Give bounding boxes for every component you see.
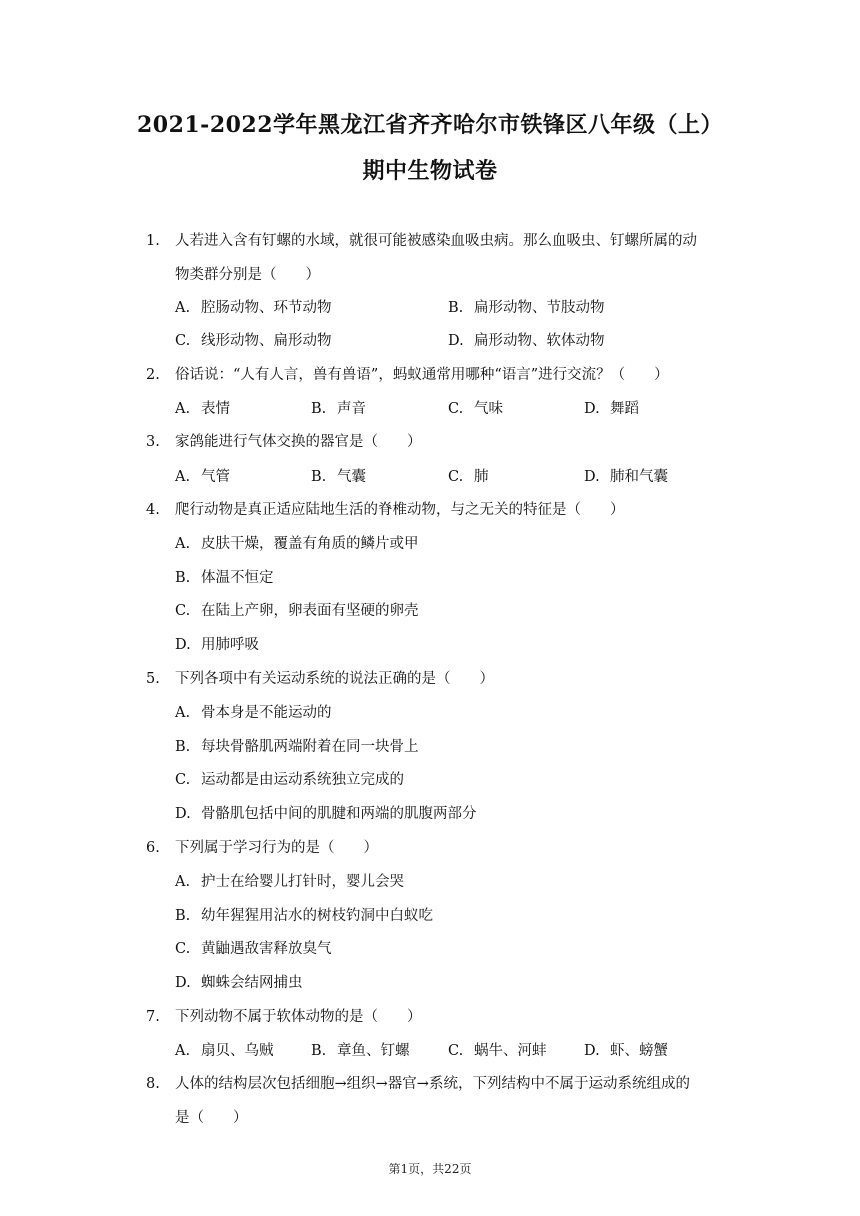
- question-number: 6.: [146, 840, 160, 856]
- option-d[interactable]: [584, 1041, 668, 1061]
- option-label: C.: [175, 941, 191, 957]
- question-number: 1.: [146, 233, 160, 249]
- option-text: 骨骼肌包括中间的肌腱和两端的肌腹两部分: [201, 806, 477, 822]
- option-label: C.: [175, 603, 191, 619]
- option-label: D.: [175, 975, 191, 991]
- option-text: 声音: [337, 401, 366, 417]
- question-stem-line: 下列属于学习行为的是（ ）: [175, 840, 378, 856]
- option-d[interactable]: [584, 399, 639, 419]
- option-text: 章鱼、钉螺: [337, 1043, 410, 1059]
- question-stem-line: 物类群分别是（ ）: [175, 267, 320, 283]
- option-label: A.: [175, 469, 191, 485]
- question-stem-line: 是（ ）: [175, 1110, 248, 1126]
- option-label: D.: [584, 1043, 600, 1059]
- option-c[interactable]: [175, 331, 332, 351]
- option-text: 腔肠动物、环节动物: [201, 300, 332, 316]
- option-b[interactable]: [311, 467, 366, 487]
- option-text: 肺和气囊: [610, 469, 668, 485]
- option-text: 蜗牛、河蚌: [474, 1043, 547, 1059]
- option-text: 蜘蛛会结网捕虫: [201, 975, 303, 991]
- option-text: 在陆上产卵，卵表面有坚硬的卵壳: [201, 603, 419, 619]
- option-label: B.: [311, 401, 327, 417]
- question-stem-line: 人体的结构层次包括细胞→组织→器官→系统，下列结构中不属于运动系统组成的: [175, 1076, 690, 1092]
- option-text: 气囊: [337, 469, 366, 485]
- question-number: 2.: [146, 367, 160, 383]
- option-text: 表情: [201, 401, 230, 417]
- option-text: 骨本身是不能运动的: [201, 705, 332, 721]
- option-label: A.: [175, 1043, 191, 1059]
- option-label: D.: [584, 469, 600, 485]
- option-text: 扇贝、乌贼: [201, 1043, 274, 1059]
- option-label: A.: [175, 705, 191, 721]
- option-b[interactable]: [175, 737, 419, 757]
- option-text: 虾、螃蟹: [610, 1043, 668, 1059]
- option-label: C.: [175, 772, 191, 788]
- option-d[interactable]: [175, 804, 477, 824]
- option-text: 黄鼬遇敌害释放臭气: [201, 941, 332, 957]
- option-label: D.: [175, 806, 191, 822]
- option-a[interactable]: [175, 1041, 274, 1061]
- option-label: B.: [175, 570, 191, 586]
- option-label: D.: [448, 333, 464, 349]
- question-stem-line: 家鸽能进行气体交换的器官是（ ）: [175, 434, 422, 450]
- question-stem-line: 爬行动物是真正适应陆地生活的脊椎动物，与之无关的特征是（ ）: [175, 502, 625, 518]
- option-c[interactable]: [175, 939, 332, 959]
- option-c[interactable]: [448, 1041, 547, 1061]
- option-label: A.: [175, 401, 191, 417]
- option-a[interactable]: [175, 534, 419, 554]
- question-number: 4.: [146, 502, 160, 518]
- option-text: 运动都是由运动系统独立完成的: [201, 772, 404, 788]
- option-text: 皮肤干燥，覆盖有角质的鳞片或甲: [201, 536, 419, 552]
- option-d[interactable]: [448, 331, 605, 351]
- option-label: B.: [175, 908, 191, 924]
- option-c[interactable]: [448, 399, 503, 419]
- option-text: 线形动物、扁形动物: [201, 333, 332, 349]
- exam-title-line2: 期中生物试卷: [362, 158, 498, 184]
- option-label: C.: [448, 469, 464, 485]
- option-d[interactable]: [175, 635, 259, 655]
- option-a[interactable]: [175, 467, 230, 487]
- option-text: 扁形动物、节肢动物: [474, 300, 605, 316]
- option-c[interactable]: [448, 467, 489, 487]
- option-text: 体温不恒定: [201, 570, 274, 586]
- option-d[interactable]: [584, 467, 668, 487]
- option-text: 气管: [201, 469, 230, 485]
- option-text: 护士在给婴儿打针时，婴儿会哭: [201, 874, 404, 890]
- question-number: 3.: [146, 434, 160, 450]
- option-label: A.: [175, 300, 191, 316]
- page-footer: 第1页，共22页: [388, 1162, 472, 1176]
- option-c[interactable]: [175, 770, 404, 790]
- option-b[interactable]: [175, 568, 274, 588]
- option-text: 气味: [474, 401, 503, 417]
- option-b[interactable]: [175, 906, 433, 926]
- exam-title-line1: 2021-2022学年黑龙江省齐齐哈尔市铁锋区八年级（上）: [136, 112, 724, 138]
- option-label: C.: [448, 401, 464, 417]
- option-a[interactable]: [175, 399, 230, 419]
- option-label: C.: [448, 1043, 464, 1059]
- option-text: 幼年猩猩用沾水的树枝钓洞中白蚁吃: [201, 908, 433, 924]
- option-b[interactable]: [448, 298, 605, 318]
- option-text: 每块骨骼肌两端附着在同一块骨上: [201, 739, 419, 755]
- option-label: B.: [311, 469, 327, 485]
- question-number: 5.: [146, 671, 160, 687]
- question-stem-line: 下列动物不属于软体动物的是（ ）: [175, 1009, 422, 1025]
- option-label: D.: [175, 637, 191, 653]
- option-a[interactable]: [175, 703, 332, 723]
- option-d[interactable]: [175, 973, 303, 993]
- option-label: A.: [175, 536, 191, 552]
- option-label: C.: [175, 333, 191, 349]
- option-text: 用肺呼吸: [201, 637, 259, 653]
- option-label: D.: [584, 401, 600, 417]
- question-number: 8.: [146, 1076, 160, 1092]
- option-c[interactable]: [175, 601, 419, 621]
- option-text: 舞蹈: [610, 401, 639, 417]
- question-number: 7.: [146, 1009, 160, 1025]
- option-label: B.: [175, 739, 191, 755]
- option-label: B.: [311, 1043, 327, 1059]
- option-label: B.: [448, 300, 464, 316]
- question-stem-line: 俗话说：“人有人言，兽有兽语”，蚂蚁通常用哪种“语言”进行交流？（ ）: [175, 367, 669, 383]
- option-text: 肺: [474, 469, 489, 485]
- option-a[interactable]: [175, 298, 332, 318]
- option-label: A.: [175, 874, 191, 890]
- option-b[interactable]: [311, 1041, 410, 1061]
- option-b[interactable]: [311, 399, 366, 419]
- question-stem-line: 下列各项中有关运动系统的说法正确的是（ ）: [175, 671, 494, 687]
- option-text: 扁形动物、软体动物: [474, 333, 605, 349]
- question-stem-line: 人若进入含有钉螺的水域，就很可能被感染血吸虫病。那么血吸虫、钉螺所属的动: [175, 233, 697, 249]
- option-a[interactable]: [175, 872, 404, 892]
